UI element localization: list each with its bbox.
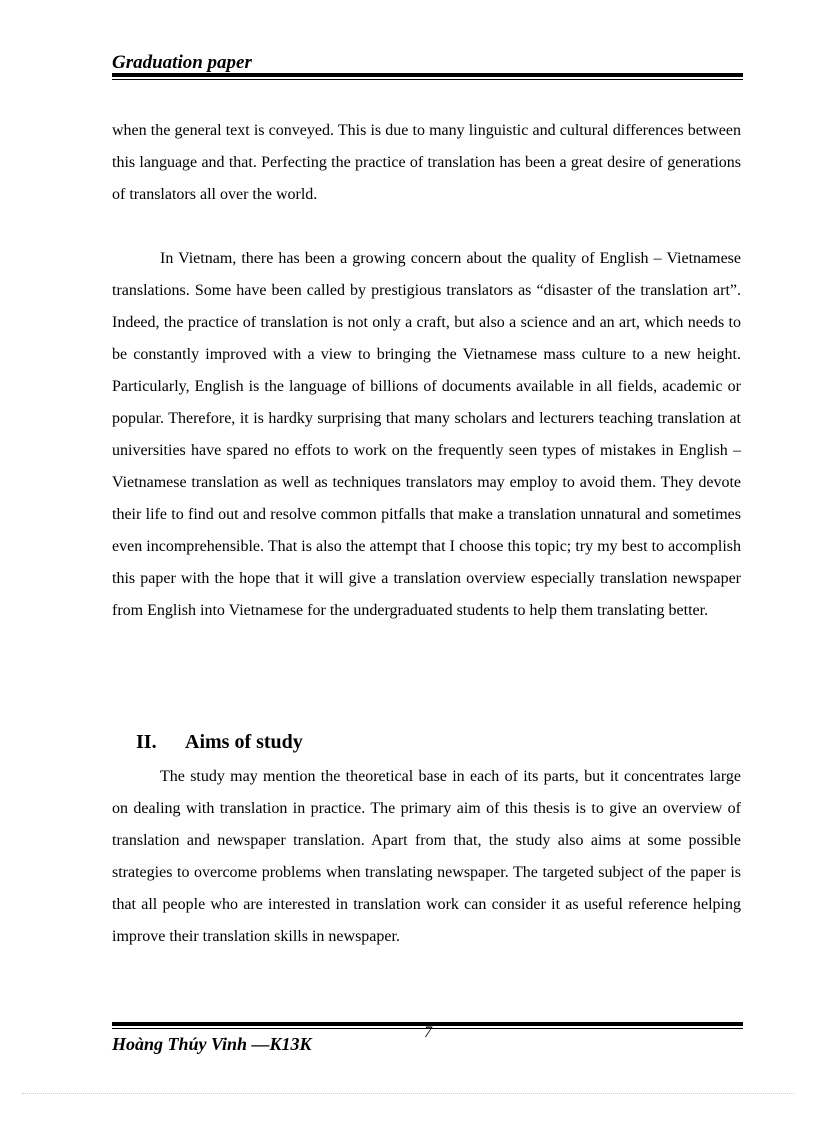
paragraph-aims-of-study: The study may mention the theoretical base in each of its parts, but it concentrates large on dealing with translation in practice. The primary aim of this thesis is to give an overview of translation and newspaper translation. Apart from that, the study also aims at some possible strategies to overcome problems when translating newspaper. The targeted subject of the paper is that all people who are interested in translation work can consider it as useful reference helping improve their translation skills in newspaper.	[112, 768, 741, 945]
page-bottom-border	[22, 1093, 794, 1094]
header-title: Graduation paper	[112, 52, 252, 73]
header-rule-thick	[112, 73, 743, 77]
page-number: 7	[424, 1024, 432, 1041]
header-rule-thin	[112, 79, 743, 80]
paragraph-vietnam-translation: In Vietnam, there has been a growing concern about the quality of English – Vietnamese translations. Some have been called by prestigious translators as “disaster of the translation art”. Indeed, the practice of translation is not only a craft, but also a science and an art, which needs to be constantly improved with a view to bringing the Vietnamese mass culture to a new height. Particularly, English is the language of billions of documents available in all fields, academic or popular. Therefore, it is hardky surprising that many scholars and lecturers teaching translation at universities have spared no effots to work on the frequently seen types of mistakes in English – Vietnamese translation as well as techniques translators may employ to avoid them. They devote their life to find out and resolve common pitfalls that make a translation unnatural and sometimes even incomprehensible. That is also the attempt that I choose this topic; try my best to accomplish this paper with the hope that it will give a translation overview especially translation newspaper from English into Vietnamese for the undergraduated students to help them translating better.	[112, 250, 741, 619]
section-number: II.	[136, 731, 157, 753]
section-title: Aims of study	[185, 731, 303, 753]
footer-author: Hoàng Thúy Vinh —K13K	[112, 1034, 312, 1054]
paragraph-intro-continuation: when the general text is conveyed. This is due to many linguistic and cultural differences between this language and that. Perfecting the practice of translation has been a great desire of generations of translators all over the world.	[112, 122, 741, 203]
section-heading	[136, 728, 303, 756]
